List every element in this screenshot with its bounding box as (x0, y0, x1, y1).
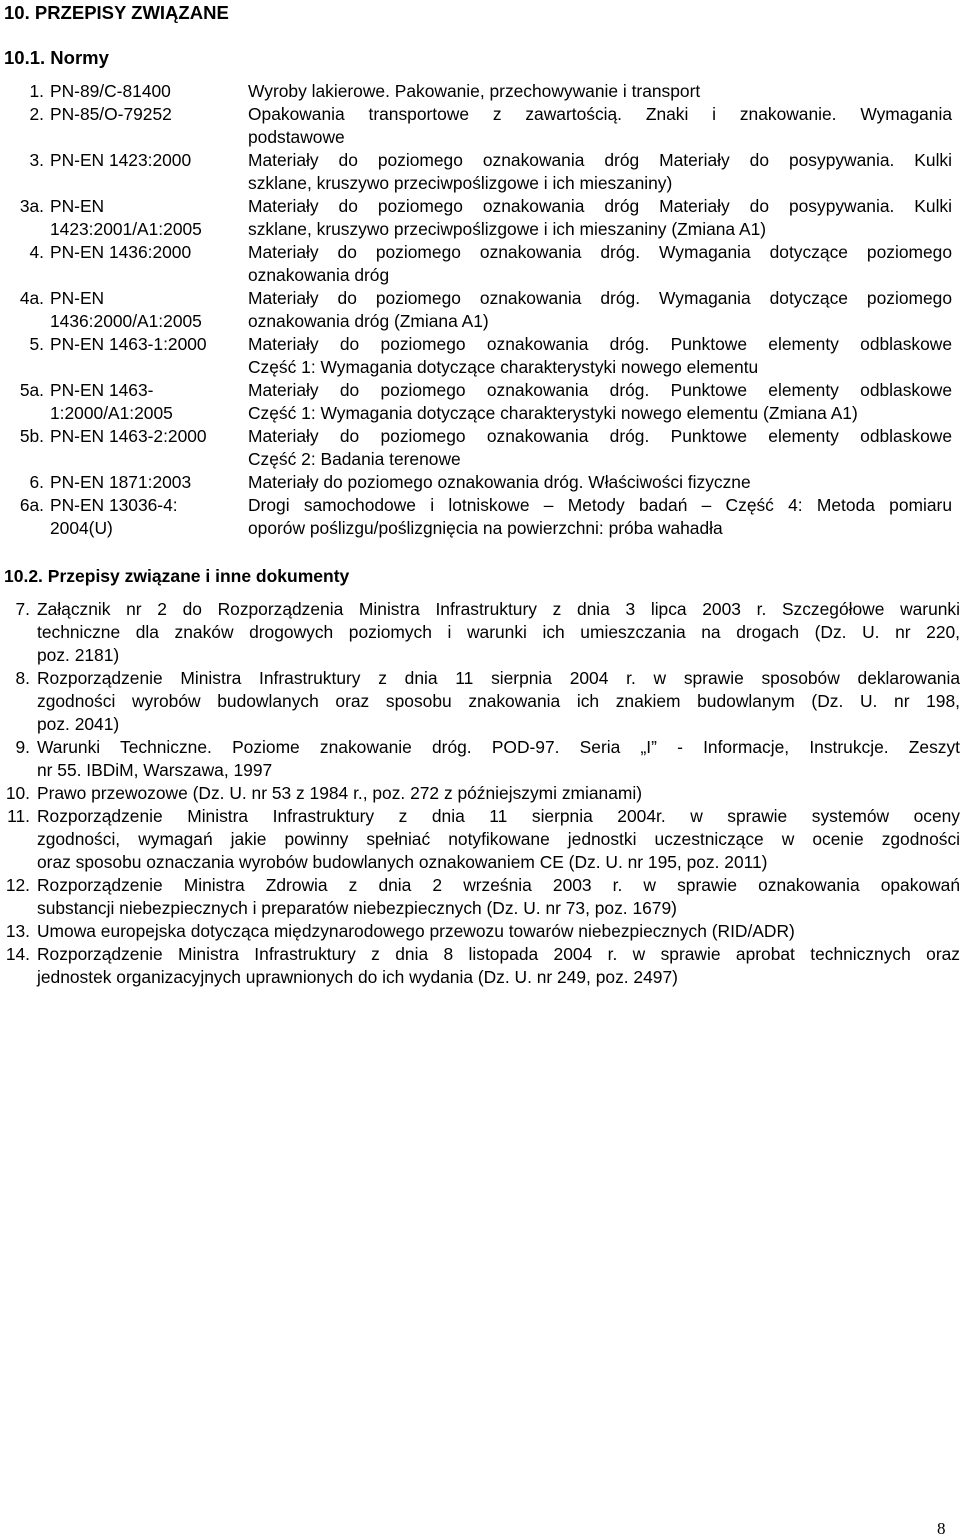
document-text-line: techniczne dla znaków drogowych poziomych i warunki ich umieszczania na drogach (Dz. U. nr 220, (37, 622, 960, 642)
norm-code-line: PN-EN (50, 196, 105, 216)
norm-row (0, 287, 960, 333)
norm-code-line: 1423:2001/A1:2005 (50, 219, 202, 239)
norm-row (0, 379, 960, 425)
subsection-norms-title: 10.1. Normy (4, 47, 109, 68)
norm-description-line: Wyroby lakierowe. Pakowanie, przechowywanie i transport (248, 81, 701, 101)
document-number: 11. (7, 806, 30, 826)
norm-description-line: oznakowania dróg (Zmiana A1) (248, 311, 489, 331)
norms-list (0, 80, 960, 540)
norm-number: 5. (29, 334, 44, 354)
document-text-line: Prawo przewozowe (Dz. U. nr 53 z 1984 r., poz. 272 z późniejszymi zmianami) (37, 783, 643, 803)
document-text-line: zgodności wyrobów budowlanych oraz sposobu znakowania ich znakiem budowlanym (Dz. U. nr 198, (37, 691, 960, 711)
norm-code-line: PN-85/O-79252 (50, 104, 172, 124)
norm-code-line: PN-EN 1871:2003 (50, 472, 192, 492)
document-item (0, 943, 960, 989)
norm-number: 3. (29, 150, 44, 170)
norm-description-line: oporów poślizgu/poślizgnięcia na powierzchni: próba wahadła (248, 518, 723, 538)
norm-row (0, 195, 960, 241)
document-number: 10. (5, 783, 30, 803)
norm-description-line: szklane, kruszywo przeciwpoślizgowe i ich mieszaniny (Zmiana A1) (248, 219, 767, 239)
norm-description-line: Materiały do poziomego oznakowania dróg. Wymagania dotyczące poziomego (248, 288, 952, 308)
document-text-line: Umowa europejska dotycząca międzynarodowego przewozu towarów niebezpiecznych (RID/ADR) (37, 921, 795, 941)
norm-code-line: PN-EN 1463-1:2000 (50, 334, 207, 354)
document-item (0, 598, 960, 667)
norm-code (50, 103, 246, 126)
norm-number: 3a. (19, 196, 44, 216)
document-text-line: oraz sposobu oznaczania wyrobów budowlanych oznakowaniem CE (Dz. U. nr 195, poz. 2011) (37, 852, 768, 872)
norm-description-line: Materiały do poziomego oznakowania dróg. Punktowe elementy odblaskowe (248, 380, 952, 400)
document-text-line: substancji niebezpiecznych i preparatów niebezpiecznych (Dz. U. nr 73, poz. 1679) (37, 898, 677, 918)
document-item (0, 920, 960, 943)
norm-description-line: Opakowania transportowe z zawartością. Znaki i znakowanie. Wymagania (248, 104, 952, 124)
norm-row (0, 241, 960, 287)
norm-description-line: Część 2: Badania terenowe (248, 449, 461, 469)
norm-code-line: PN-89/C-81400 (50, 81, 171, 101)
norm-description (248, 149, 952, 195)
norm-code (50, 494, 246, 540)
norm-description-line: Materiały do poziomego oznakowania dróg Materiały do posypywania. Kulki (248, 150, 952, 170)
norm-number: 6. (29, 472, 44, 492)
norm-description-line: Materiały do poziomego oznakowania dróg. Właściwości fizyczne (248, 472, 751, 492)
document-number: 8. (15, 668, 30, 688)
norm-code (50, 379, 246, 425)
document-text-line: poz. 2041) (37, 714, 120, 734)
norm-code-line: PN-EN 1463- (50, 380, 154, 400)
norm-description (248, 471, 952, 494)
document-item (0, 782, 960, 805)
norm-code-line: PN-EN (50, 288, 105, 308)
norm-row (0, 103, 960, 149)
norm-description (248, 103, 952, 149)
norm-description-line: oznakowania dróg (248, 265, 390, 285)
norm-row (0, 494, 960, 540)
norm-code (50, 471, 246, 494)
norm-code (50, 425, 246, 448)
document-text-line: Rozporządzenie Ministra Infrastruktury z dnia 11 sierpnia 2004r. w sprawie systemów oceny (37, 806, 960, 826)
norm-code-line: PN-EN 1463-2:2000 (50, 426, 207, 446)
norm-description (248, 287, 952, 333)
norm-code (50, 80, 246, 103)
norm-row (0, 471, 960, 494)
norm-description-line: Materiały do poziomego oznakowania dróg Materiały do posypywania. Kulki (248, 196, 952, 216)
document-item (0, 874, 960, 920)
document-text-line: Rozporządzenie Ministra Infrastruktury z dnia 11 sierpnia 2004 r. w sprawie sposobów deklarowania (37, 668, 960, 688)
norm-description (248, 80, 952, 103)
norm-description (248, 379, 952, 425)
document-text-line: Załącznik nr 2 do Rozporządzenia Ministra Infrastruktury z dnia 3 lipca 2003 r. Szczegółowe warunki (37, 599, 960, 619)
norm-code (50, 195, 246, 241)
page-number: 8 (937, 1519, 946, 1538)
document-text (37, 736, 960, 782)
document-text (37, 782, 960, 805)
documents-list (0, 598, 960, 989)
document-text (37, 667, 960, 736)
norm-number: 1. (29, 81, 44, 101)
norm-description-line: Materiały do poziomego oznakowania dróg. Punktowe elementy odblaskowe (248, 426, 952, 446)
norm-code (50, 149, 246, 172)
document-number: 7. (15, 599, 30, 619)
norm-code (50, 287, 246, 333)
norm-number: 5b. (19, 426, 44, 446)
norm-description-line: Część 1: Wymagania dotyczące charakterystyki nowego elementu (248, 357, 759, 377)
subsection-docs-title: 10.2. Przepisy związane i inne dokumenty (4, 566, 350, 586)
norm-code-line: 2004(U) (50, 518, 113, 538)
norm-code-line: PN-EN 1423:2000 (50, 150, 192, 170)
norm-number: 4a. (19, 288, 44, 308)
norm-row (0, 149, 960, 195)
norm-code-line: 1:2000/A1:2005 (50, 403, 173, 423)
norm-description-line: podstawowe (248, 127, 345, 147)
document-text-line: Warunki Techniczne. Poziome znakowanie dróg. POD-97. Seria „I” - Informacje, Instrukcje. Zeszyt (37, 737, 960, 757)
document-text (37, 805, 960, 874)
norm-code (50, 241, 246, 264)
norm-row (0, 80, 960, 103)
document-text (37, 943, 960, 989)
norm-description (248, 195, 952, 241)
norm-description-line: Część 1: Wymagania dotyczące charakterystyki nowego elementu (Zmiana A1) (248, 403, 858, 423)
norm-number: 5a. (19, 380, 44, 400)
document-text-line: Rozporządzenie Ministra Infrastruktury z dnia 8 listopada 2004 r. w sprawie aprobat technicznych oraz (37, 944, 960, 964)
document-text (37, 920, 960, 943)
norm-description (248, 241, 952, 287)
norm-code (50, 333, 246, 356)
document-number: 9. (15, 737, 30, 757)
document-number: 14. (5, 944, 30, 964)
norm-description-line: Materiały do poziomego oznakowania dróg. Punktowe elementy odblaskowe (248, 334, 952, 354)
document-text-line: Rozporządzenie Ministra Zdrowia z dnia 2 września 2003 r. w sprawie oznakowania opakowań (37, 875, 960, 895)
norm-code-line: 1436:2000/A1:2005 (50, 311, 202, 331)
norm-description-line: Materiały do poziomego oznakowania dróg. Wymagania dotyczące poziomego (248, 242, 952, 262)
document-item (0, 667, 960, 736)
section-title: 10. PRZEPISY ZWIĄZANE (4, 2, 229, 23)
norm-row (0, 425, 960, 471)
norm-row (0, 333, 960, 379)
norm-description (248, 494, 952, 540)
norm-description-line: szklane, kruszywo przeciwpoślizgowe i ich mieszaniny) (248, 173, 673, 193)
norm-description (248, 333, 952, 379)
document-number: 12. (5, 875, 30, 895)
document-item (0, 736, 960, 782)
norm-number: 2. (29, 104, 44, 124)
document-text (37, 874, 960, 920)
document-number: 13. (5, 921, 30, 941)
document-item (0, 805, 960, 874)
document-text-line: zgodności, wymagań jakie powinny spełniać notyfikowane jednostki uczestniczące w ocenie zgodności (37, 829, 960, 849)
document-text-line: poz. 2181) (37, 645, 120, 665)
norm-description (248, 425, 952, 471)
norm-code-line: PN-EN 13036-4: (50, 495, 178, 515)
norm-description-line: Drogi samochodowe i lotniskowe – Metody badań – Część 4: Metoda pomiaru (248, 495, 952, 515)
document-text (37, 598, 960, 667)
norm-number: 4. (29, 242, 44, 262)
norm-number: 6a. (19, 495, 44, 515)
norm-code-line: PN-EN 1436:2000 (50, 242, 192, 262)
document-text-line: jednostek organizacyjnych uprawnionych do ich wydania (Dz. U. nr 249, poz. 2497) (37, 967, 678, 987)
document-text-line: nr 55. IBDiM, Warszawa, 1997 (37, 760, 273, 780)
